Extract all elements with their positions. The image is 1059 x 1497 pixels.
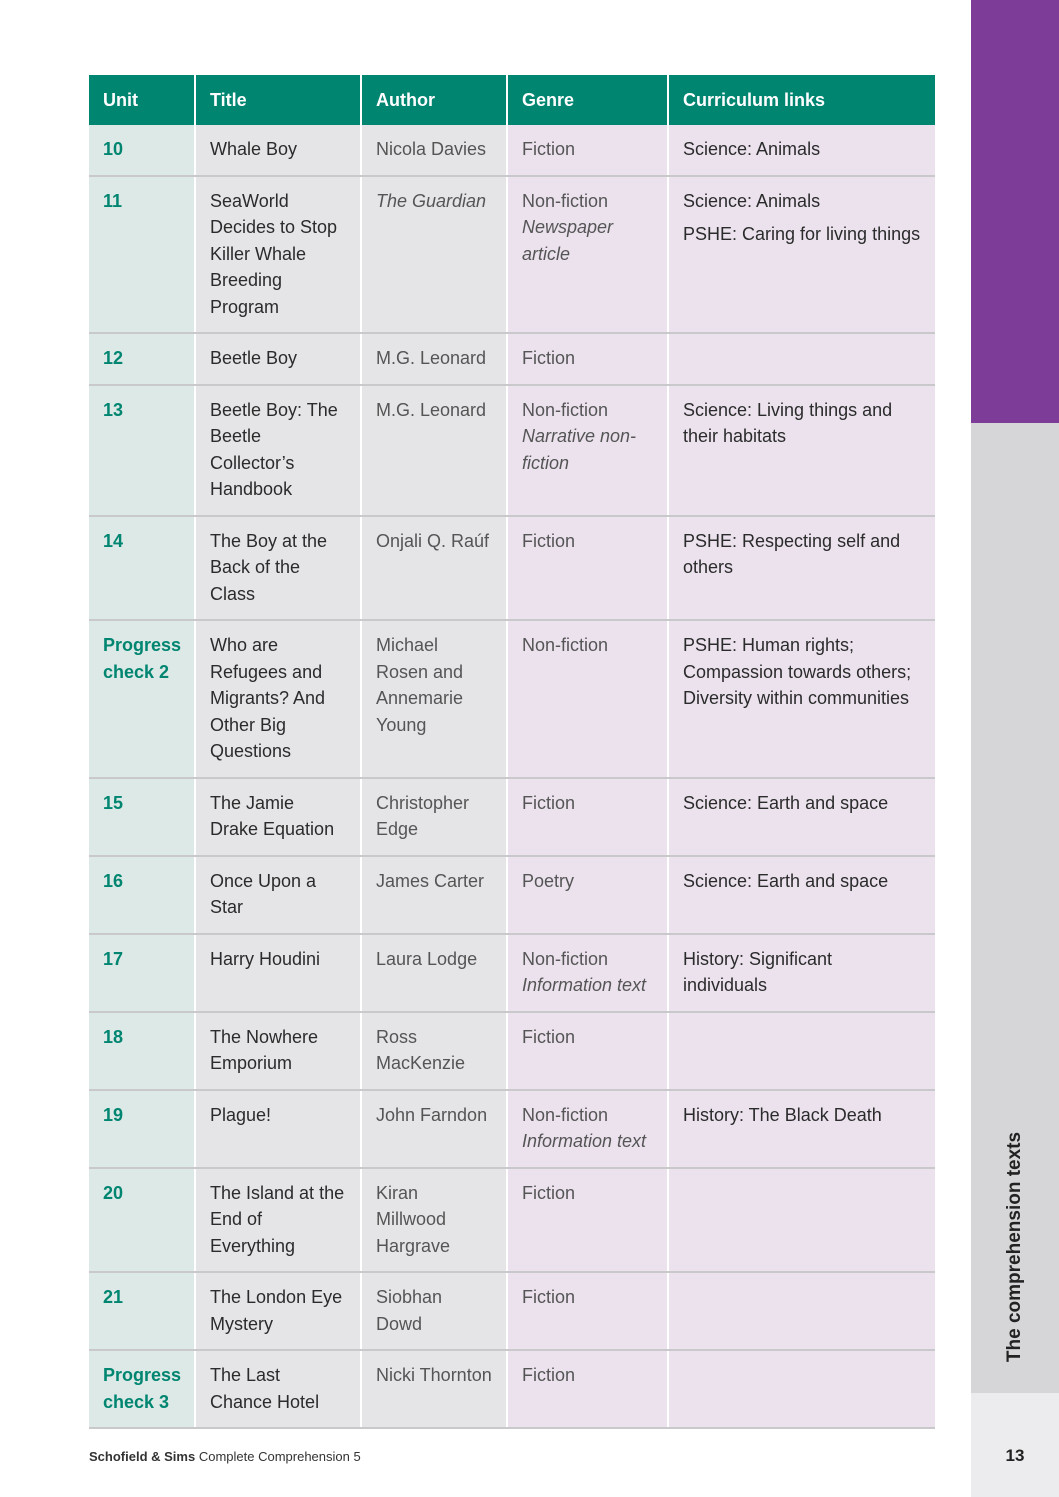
unit-label: Progress check 2 (103, 635, 182, 682)
author-name: Laura Lodge (376, 948, 478, 969)
genre-type: Fiction (522, 1182, 576, 1203)
title-cell (195, 125, 361, 176)
page-number: 13 (1005, 1446, 1025, 1465)
unit-cell (89, 620, 195, 778)
author-name: Ross MacKenzie (376, 1026, 466, 1073)
genre-type: Non-fiction (522, 635, 609, 655)
title-cell (195, 516, 361, 621)
title-text: SeaWorld Decides to Stop Killer Whale Breeding Program (210, 190, 338, 317)
curriculum-link: Science: Earth and space (683, 792, 889, 813)
curriculum-links-cell (668, 385, 935, 516)
genre-subtype: Information text (522, 975, 647, 995)
unit-cell (89, 333, 195, 385)
table-row (89, 1090, 935, 1168)
author-name: Christopher Edge (376, 792, 470, 839)
author-name: Onjali Q. Raúf (376, 530, 490, 551)
unit-label: 17 (103, 948, 124, 969)
table-row (89, 1012, 935, 1090)
table-body (89, 125, 935, 1428)
unit-cell (89, 856, 195, 934)
genre-type: Fiction (522, 1026, 576, 1047)
unit-cell (89, 1090, 195, 1168)
header-unit: Unit (89, 75, 195, 125)
title-text: The Boy at the Back of the Class (210, 530, 328, 604)
chapter-label: The comprehension texts (1004, 1131, 1025, 1363)
genre-cell (507, 934, 668, 1012)
genre-cell (507, 856, 668, 934)
genre-cell (507, 778, 668, 856)
genre-type: Fiction (522, 348, 576, 368)
curriculum-links-cell (668, 934, 935, 1012)
author-cell (361, 516, 507, 621)
author-name: Siobhan Dowd (376, 1287, 443, 1334)
unit-cell (89, 1272, 195, 1350)
table-row (89, 1350, 935, 1428)
unit-cell (89, 778, 195, 856)
table-row (89, 176, 935, 334)
genre-cell (507, 1090, 668, 1168)
curriculum-links-cell (668, 1350, 935, 1428)
table-row (89, 125, 935, 176)
author-cell (361, 125, 507, 176)
title-text: The Last Chance Hotel (210, 1365, 320, 1412)
curriculum-link: Science: Animals (683, 190, 821, 211)
author-cell (361, 333, 507, 385)
curriculum-link: PSHE: Human rights; Compassion towards others; Diversity within communities (683, 635, 912, 708)
title-text: The Island at the End of Everything (210, 1182, 345, 1256)
title-cell (195, 778, 361, 856)
title-text: The Jamie Drake Equation (210, 792, 335, 839)
curriculum-links-cell (668, 176, 935, 334)
genre-type: Fiction (522, 530, 576, 551)
genre-cell (507, 385, 668, 516)
curriculum-links-cell (668, 620, 935, 778)
genre-cell (507, 333, 668, 385)
curriculum-links-cell (668, 778, 935, 856)
title-cell (195, 620, 361, 778)
header-title: Title (195, 75, 361, 125)
unit-label: 12 (103, 348, 124, 368)
footer-publisher: Schofield & Sims (89, 1449, 196, 1464)
curriculum-links-cell (668, 516, 935, 621)
author-cell (361, 176, 507, 334)
title-text: Who are Refugees and Migrants? And Other Big Questions (210, 635, 326, 761)
footer-book-title: Complete Comprehension 5 (198, 1449, 361, 1464)
table-row (89, 333, 935, 385)
table-row (89, 1168, 935, 1273)
curriculum-link: History: The Black Death (683, 1104, 882, 1125)
unit-label: 16 (103, 870, 124, 891)
author-name: Nicola Davies (376, 139, 487, 159)
genre-subtype: Newspaper article (522, 217, 614, 264)
unit-label: Progress check 3 (103, 1365, 182, 1412)
genre-type: Fiction (522, 1287, 576, 1307)
unit-cell (89, 176, 195, 334)
title-cell (195, 934, 361, 1012)
genre-type: Non-fiction (522, 190, 609, 211)
author-cell (361, 385, 507, 516)
header-author: Author (361, 75, 507, 125)
page-number-block (971, 1393, 1059, 1497)
curriculum-links-cell (668, 333, 935, 385)
curriculum-link: PSHE: Caring for living things (683, 224, 921, 244)
curriculum-links-cell (668, 1012, 935, 1090)
unit-label: 14 (103, 530, 124, 551)
unit-label: 10 (103, 139, 124, 159)
unit-cell (89, 1012, 195, 1090)
section-tab-label: Introduction (21, 76, 66, 316)
unit-label: 18 (103, 1026, 124, 1047)
title-cell (195, 1168, 361, 1273)
curriculum-links-cell (668, 1090, 935, 1168)
genre-subtype: Narrative non-fiction (522, 426, 637, 473)
table-row (89, 385, 935, 516)
unit-cell (89, 934, 195, 1012)
unit-label: 20 (103, 1182, 124, 1203)
title-text: Harry Houdini (210, 948, 321, 969)
unit-cell (89, 385, 195, 516)
genre-cell (507, 1350, 668, 1428)
unit-cell (89, 125, 195, 176)
title-text: Once Upon a Star (210, 870, 317, 917)
table-row (89, 934, 935, 1012)
genre-cell (507, 516, 668, 621)
genre-type: Non-fiction (522, 399, 609, 420)
genre-type: Poetry (522, 870, 575, 891)
genre-subtype: Information text (522, 1131, 647, 1151)
author-cell (361, 1090, 507, 1168)
title-text: Plague! (210, 1104, 272, 1125)
genre-type: Fiction (522, 139, 576, 159)
genre-cell (507, 1272, 668, 1350)
curriculum-links-cell (668, 856, 935, 934)
footer (89, 1449, 361, 1464)
table-header-row (89, 75, 935, 125)
unit-label: 15 (103, 792, 124, 813)
curriculum-link: Science: Living things and their habitats (683, 399, 893, 446)
curriculum-links-cell (668, 125, 935, 176)
table-row (89, 516, 935, 621)
table-row (89, 856, 935, 934)
author-name: The Guardian (376, 190, 487, 211)
author-cell (361, 1272, 507, 1350)
author-cell (361, 1168, 507, 1273)
genre-cell (507, 125, 668, 176)
genre-type: Non-fiction (522, 1104, 609, 1125)
unit-cell (89, 516, 195, 621)
comprehension-texts-table (89, 75, 935, 1429)
table-row (89, 778, 935, 856)
title-cell (195, 1350, 361, 1428)
curriculum-link: PSHE: Respecting self and others (683, 530, 901, 577)
title-text: The London Eye Mystery (210, 1287, 343, 1334)
title-text: Beetle Boy: The Beetle Collector’s Handbook (210, 399, 338, 499)
title-text: Whale Boy (210, 139, 298, 159)
title-cell (195, 1272, 361, 1350)
header-genre: Genre (507, 75, 668, 125)
author-name: Michael Rosen and Annemarie Young (376, 635, 464, 735)
author-name: M.G. Leonard (376, 399, 487, 420)
author-cell (361, 620, 507, 778)
title-text: Beetle Boy (210, 348, 298, 368)
title-cell (195, 333, 361, 385)
title-cell (195, 1012, 361, 1090)
genre-cell (507, 1168, 668, 1273)
author-name: M.G. Leonard (376, 348, 487, 368)
genre-cell (507, 176, 668, 334)
genre-cell (507, 1012, 668, 1090)
table-row (89, 1272, 935, 1350)
unit-cell (89, 1168, 195, 1273)
author-cell (361, 1012, 507, 1090)
curriculum-links-cell (668, 1168, 935, 1273)
author-name: John Farndon (376, 1104, 488, 1125)
title-cell (195, 856, 361, 934)
curriculum-link: History: Significant individuals (683, 948, 833, 995)
table-row (89, 620, 935, 778)
unit-label: 13 (103, 399, 124, 420)
header-curriculum-links: Curriculum links (668, 75, 935, 125)
unit-label: 11 (103, 190, 123, 211)
author-name: Kiran Millwood Hargrave (376, 1182, 451, 1256)
curriculum-link: Science: Earth and space (683, 870, 889, 891)
author-cell (361, 778, 507, 856)
unit-label: 21 (103, 1287, 124, 1307)
author-cell (361, 1350, 507, 1428)
author-cell (361, 934, 507, 1012)
title-text: The Nowhere Emporium (210, 1026, 319, 1073)
unit-label: 19 (103, 1104, 124, 1125)
genre-type: Non-fiction (522, 948, 609, 969)
genre-type: Fiction (522, 792, 576, 813)
section-tab (971, 0, 1059, 423)
title-cell (195, 176, 361, 334)
title-cell (195, 385, 361, 516)
author-name: James Carter (376, 870, 485, 891)
genre-type: Fiction (522, 1365, 576, 1385)
curriculum-link: Science: Animals (683, 139, 821, 159)
curriculum-links-cell (668, 1272, 935, 1350)
unit-cell (89, 1350, 195, 1428)
author-name: Nicki Thornton (376, 1365, 492, 1385)
title-cell (195, 1090, 361, 1168)
author-cell (361, 856, 507, 934)
genre-cell (507, 620, 668, 778)
